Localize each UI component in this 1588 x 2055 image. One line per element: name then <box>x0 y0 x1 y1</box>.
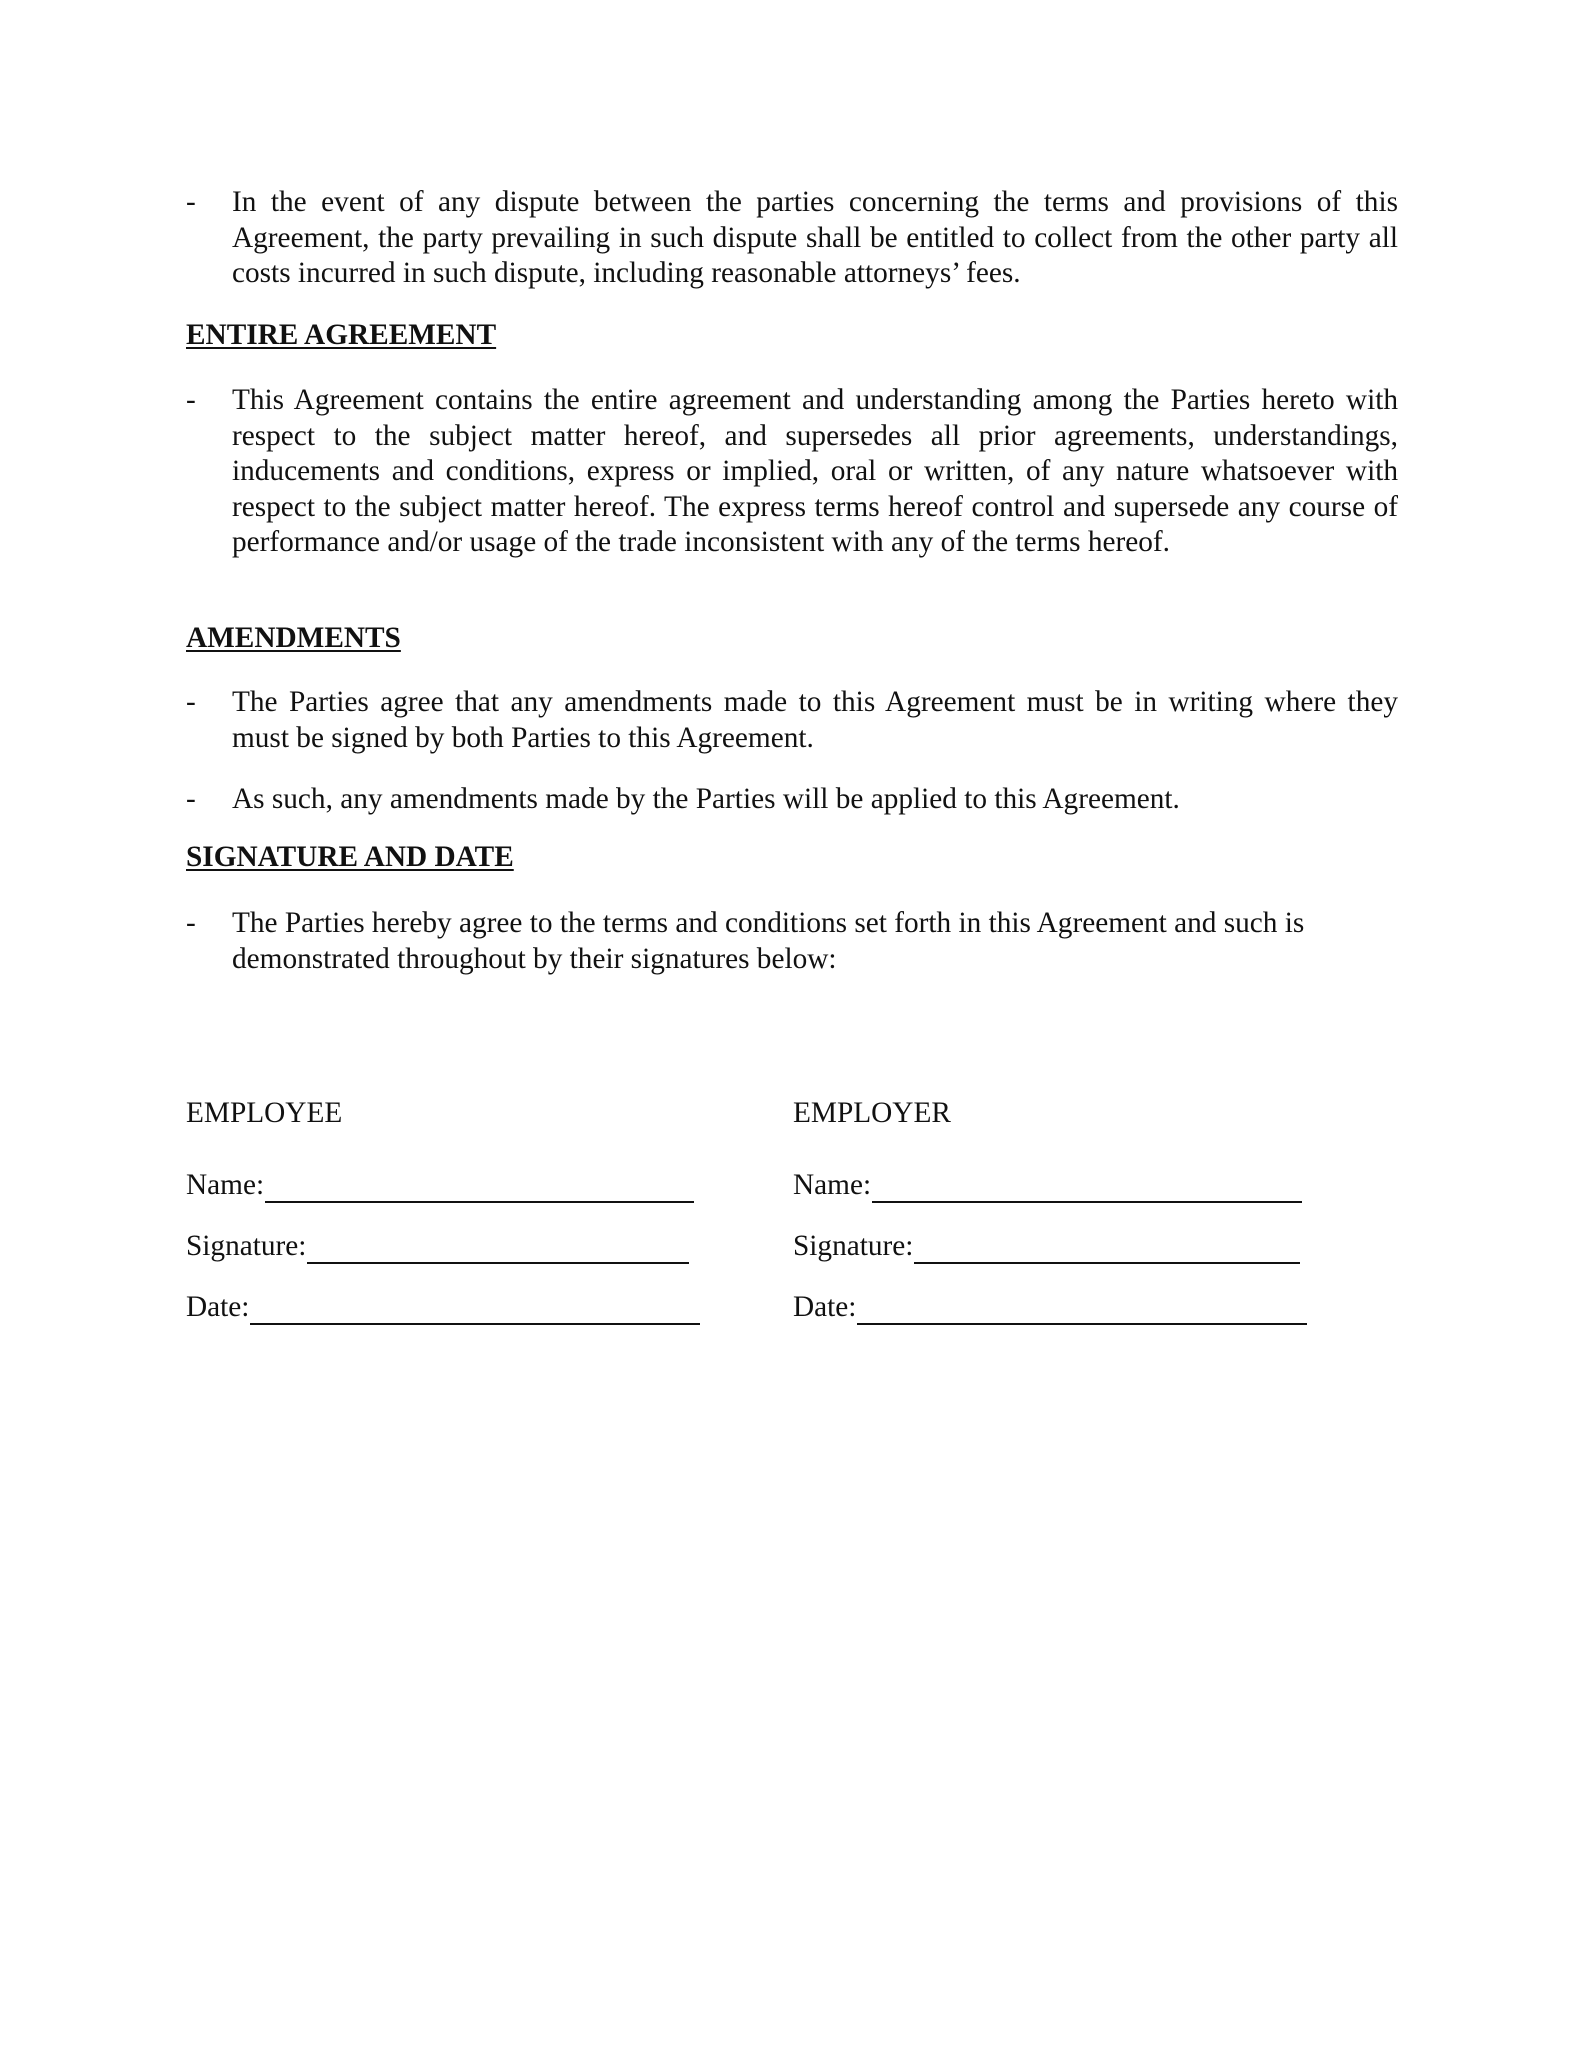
employer-name-line[interactable] <box>872 1175 1302 1203</box>
employer-name-row <box>793 1168 1302 1203</box>
employee-label: EMPLOYEE <box>186 1097 343 1129</box>
employer-date-label: Date: <box>793 1291 857 1323</box>
amendments-clause-2-text: As such, any amendments made by the Parties will be applied to this Agreement. <box>232 783 1180 815</box>
employer-label: EMPLOYER <box>793 1097 951 1129</box>
employee-signature-line[interactable] <box>307 1236 689 1264</box>
employee-signature-block <box>186 1096 726 1356</box>
bullet-marker: - <box>186 686 196 718</box>
employee-date-row <box>186 1290 700 1325</box>
entire-agreement-text: This Agreement contains the entire agreement and understanding among the Parties hereto with respect to the subject matter hereof, and supersedes all prior agreements, understandings, inducements and conditions, express or implied, oral or written, of any nature whatsoever with respect to the subject matter hereof. The express terms hereof control and supersede any course of performance and/or usage of the trade inconsistent with any of the terms hereof. <box>232 384 1398 558</box>
employer-date-line[interactable] <box>857 1297 1307 1325</box>
signature-and-date-heading: SIGNATURE AND DATE <box>186 841 514 873</box>
entire-agreement-heading: ENTIRE AGREEMENT <box>186 319 497 351</box>
dispute-clause <box>186 185 1398 292</box>
employee-signature-label: Signature: <box>186 1230 307 1262</box>
amendments-clause-1 <box>186 685 1398 756</box>
employee-signature-row <box>186 1229 689 1264</box>
employer-signature-label: Signature: <box>793 1230 914 1262</box>
bullet-marker: - <box>186 907 196 939</box>
signature-clause <box>186 906 1366 977</box>
entire-agreement-clause <box>186 383 1398 561</box>
employee-name-label: Name: <box>186 1169 265 1201</box>
employee-name-line[interactable] <box>265 1175 694 1203</box>
amendments-clause-1-text: The Parties agree that any amendments made to this Agreement must be in writing where they must be signed by both Parties to this Agreement. <box>232 686 1398 754</box>
employee-date-label: Date: <box>186 1291 250 1323</box>
amendments-clause-2 <box>186 782 1398 818</box>
dispute-clause-text: In the event of any dispute between the parties concerning the terms and provisions of this Agreement, the party prevailing in such dispute shall be entitled to collect from the other party all costs incurred in such dispute, including reasonable attorneys’ fees. <box>232 186 1398 289</box>
signature-clause-text: The Parties hereby agree to the terms and conditions set forth in this Agreement and such is demonstrated throughout by their signatures below: <box>232 907 1305 975</box>
amendments-heading: AMENDMENTS <box>186 622 401 654</box>
employer-signature-block <box>793 1096 1333 1356</box>
employee-date-line[interactable] <box>250 1297 700 1325</box>
employer-signature-row <box>793 1229 1300 1264</box>
employer-signature-line[interactable] <box>914 1236 1300 1264</box>
bullet-marker: - <box>186 384 196 416</box>
bullet-marker: - <box>186 783 196 815</box>
employer-date-row <box>793 1290 1307 1325</box>
employee-name-row <box>186 1168 694 1203</box>
bullet-marker: - <box>186 186 196 218</box>
employer-name-label: Name: <box>793 1169 872 1201</box>
